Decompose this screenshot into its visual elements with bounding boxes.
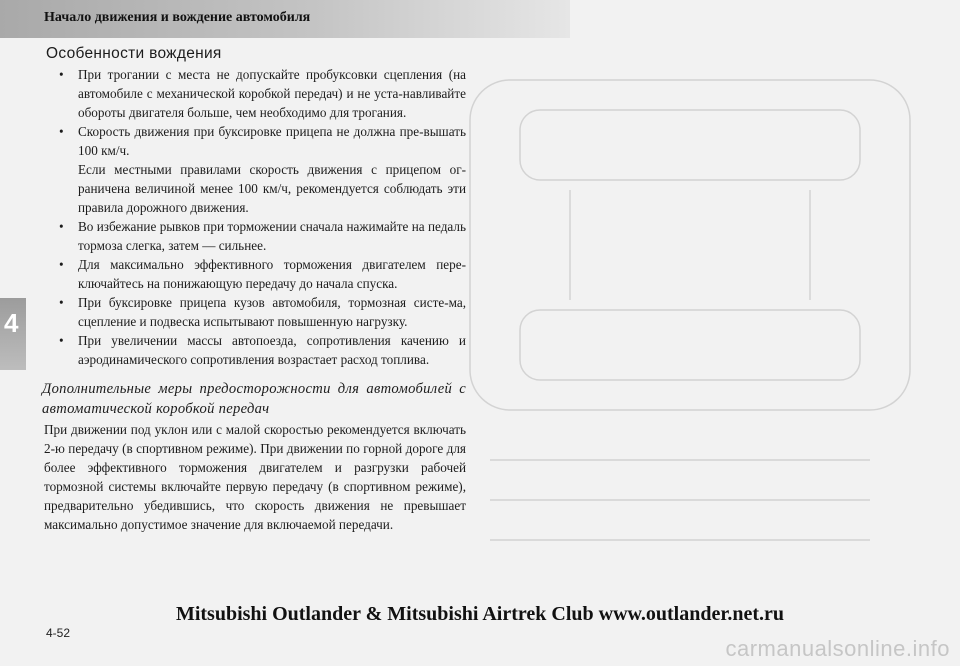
bullet-icon: • <box>59 257 64 272</box>
list-item-text: Для максимально эффективного торможения двигателем пере-ключайтесь на понижающую передачу до начала спуска. <box>78 257 466 291</box>
list-item-text: При трогании с места не допускайте пробуксовки сцепления (на автомобиле с механической коробкой передач) и не уста-навливайте обороты двигателя больше, чем необходимо для трогания. <box>78 67 466 120</box>
list-item-text: При увеличении массы автопоезда, сопротивления качению и аэродинамического сопротивления возрастает расход топлива. <box>78 333 466 367</box>
page-number: 4-52 <box>46 626 71 640</box>
bullet-icon: • <box>59 124 64 139</box>
bullet-icon: • <box>59 333 64 348</box>
driving-tips-list <box>46 65 466 369</box>
bullet-icon: • <box>59 67 64 82</box>
list-item <box>46 217 466 255</box>
watermark: carmanualsonline.info <box>725 636 950 661</box>
page-header-title: Начало движения и вождение автомобиля <box>44 10 311 25</box>
list-item-subtext: Если местными правилами скорость движения с прицепом ог-раничена величиной менее 100 км/ч, рекомендуется соблюдать эти правила дорожного движения. <box>78 162 466 215</box>
list-item <box>46 293 466 331</box>
list-item <box>46 255 466 293</box>
content-column <box>42 44 466 534</box>
club-footer: Mitsubishi Outlander & Mitsubishi Airtrek Club www.outlander.net.ru <box>175 603 785 625</box>
bleed-through-diagram <box>430 40 950 640</box>
list-item <box>46 122 466 217</box>
automatic-transmission-paragraph: При движении под уклон или с малой скоростью рекомендуется включать 2-ю передачу (в спортивном режиме). При движении по горной дороге для более эффективного торможения двигателем и разгрузки рабочей тормозной системы включайте первую передачу (в спортивном режиме), предварительно убедившись, что скорость движения не превышает максимально допустимое значение для включаемой передачи. <box>44 422 466 532</box>
list-item <box>46 331 466 369</box>
bullet-icon: • <box>59 295 64 310</box>
chapter-number: 4 <box>4 308 19 338</box>
list-item-text: При буксировке прицепа кузов автомобиля, тормозная систе-ма, сцепление и подвеска испытывают повышенную нагрузку. <box>78 295 466 329</box>
automatic-transmission-heading: Дополнительные меры предосторожности для автомобилей с автоматической коробкой передач <box>42 381 466 417</box>
section-title: Особенности вождения <box>46 45 222 62</box>
bullet-icon: • <box>59 219 64 234</box>
list-item-text: Скорость движения при буксировке прицепа не должна пре-вышать 100 км/ч. <box>78 124 466 158</box>
list-item-text: Во избежание рывков при торможении сначала нажимайте на педаль тормоза слегка, затем — сильнее. <box>78 219 466 253</box>
list-item <box>46 65 466 122</box>
